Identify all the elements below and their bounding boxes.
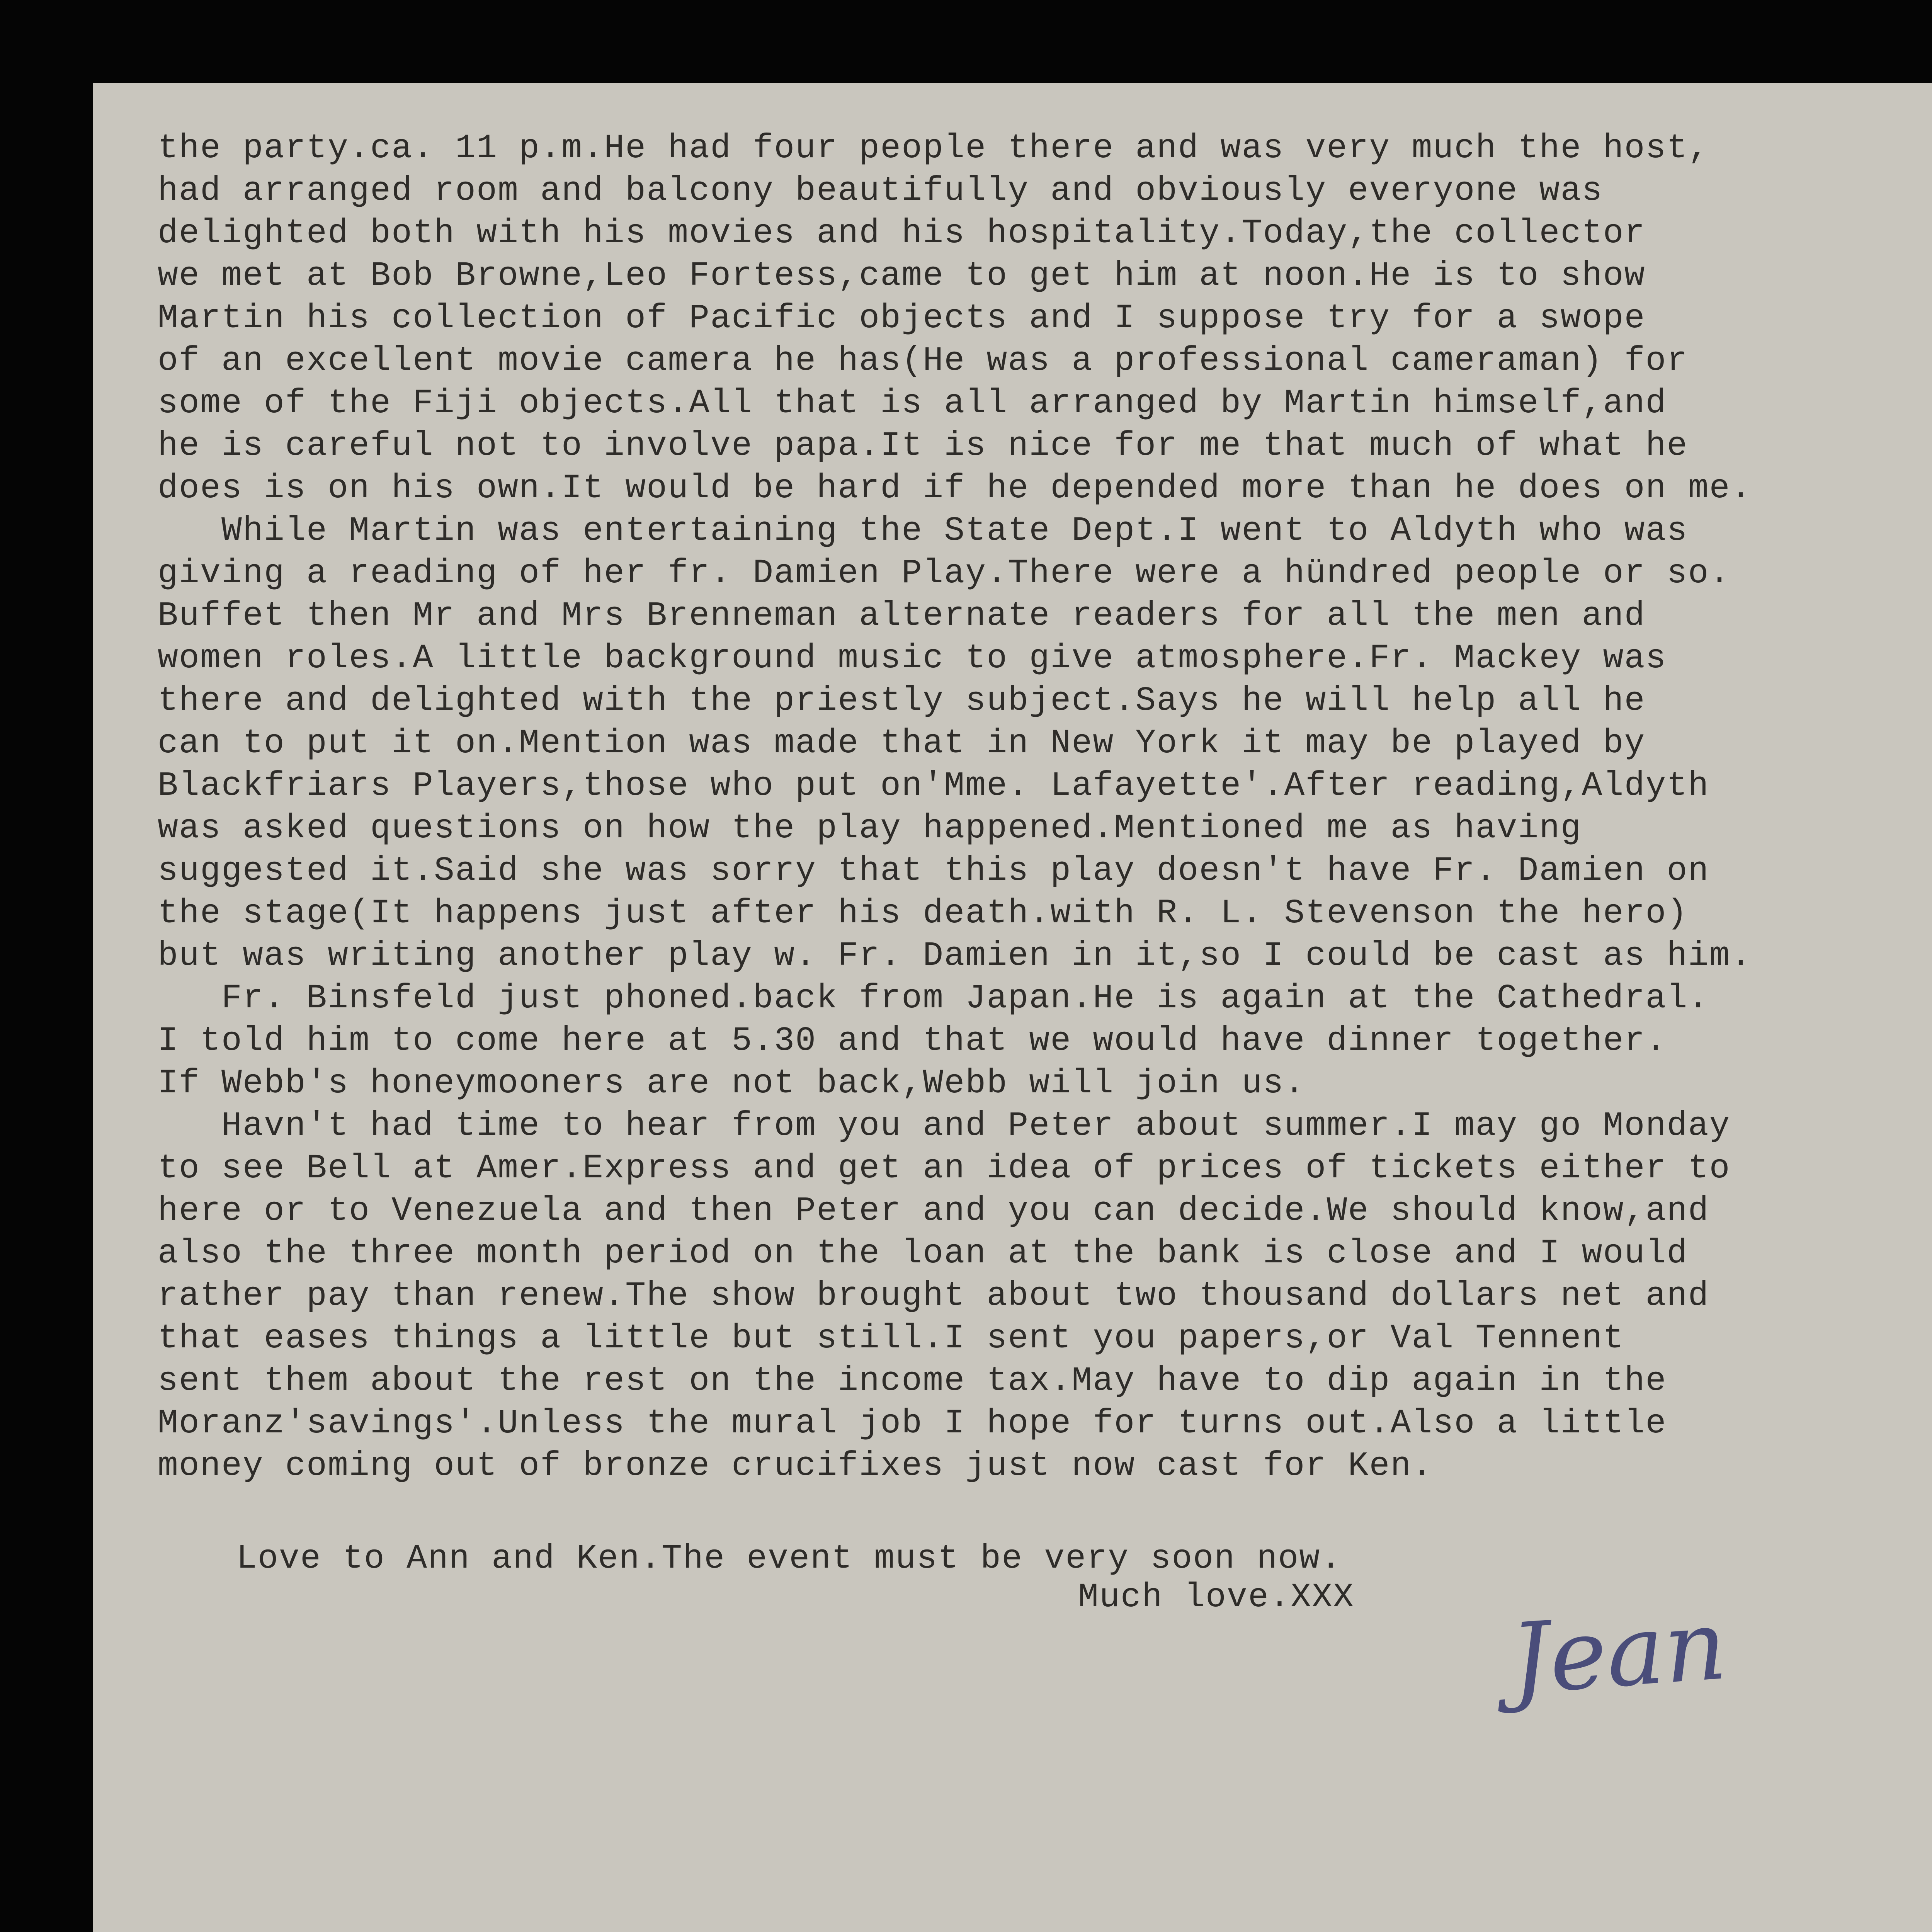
letter-line: I told him to come here at 5.30 and that we would have dinner together.: [158, 1022, 1667, 1060]
closing-line: Love to Ann and Ken.The event must be very soon now.: [236, 1540, 1342, 1578]
letter-line: the party.ca. 11 p.m.He had four people there and was very much the host,: [158, 129, 1709, 168]
letter-line: Moranz'savings'.Unless the mural job I hope for turns out.Also a little: [158, 1405, 1667, 1443]
letter-line: Fr. Binsfeld just phoned.back from Japan.He is again at the Cathedral.: [158, 980, 1709, 1018]
letter-line: giving a reading of her fr. Damien Play.There were a hündred people or so.: [158, 554, 1731, 593]
letter-line: of an excellent movie camera he has(He was a professional cameraman) for: [158, 342, 1688, 380]
letter-line: can to put it on.Mention was made that in New York it may be played by: [158, 724, 1646, 763]
letter-line: While Martin was entertaining the State Dept.I went to Aldyth who was: [158, 512, 1688, 550]
sign-off: Much love.XXX: [1078, 1578, 1355, 1617]
letter-line: sent them about the rest on the income tax.May have to dip again in the: [158, 1362, 1667, 1400]
letter-line: was asked questions on how the play happened.Mentioned me as having: [158, 810, 1582, 848]
letter-line: also the three month period on the loan at the bank is close and I would: [158, 1235, 1688, 1273]
handwritten-signature: Jean: [1507, 1588, 1730, 1716]
letter-line: delighted both with his movies and his hospitality.Today,the collector: [158, 214, 1646, 253]
letter-line: Havn't had time to hear from you and Peter about summer.I may go Monday: [158, 1107, 1731, 1145]
letter-line: there and delighted with the priestly subject.Says he will help all he: [158, 682, 1646, 720]
letter-line: some of the Fiji objects.All that is all arranged by Martin himself,and: [158, 384, 1667, 423]
letter-line: Buffet then Mr and Mrs Brenneman alternate readers for all the men and: [158, 597, 1646, 635]
letter-line: but was writing another play w. Fr. Damien in it,so I could be cast as him.: [158, 937, 1752, 975]
letter-line: that eases things a little but still.I sent you papers,or Val Tennent: [158, 1320, 1624, 1358]
letter-line: here or to Venezuela and then Peter and you can decide.We should know,and: [158, 1192, 1709, 1230]
letter-line: Blackfriars Players,those who put on'Mme. Lafayette'.After reading,Aldyth: [158, 767, 1709, 805]
letter-line: rather pay than renew.The show brought about two thousand dollars net and: [158, 1277, 1709, 1315]
typed-letter-body: [158, 128, 1932, 1488]
letter-line: he is careful not to involve papa.It is nice for me that much of what he: [158, 427, 1688, 465]
letter-line: does is on his own.It would be hard if he depended more than he does on me.: [158, 469, 1752, 508]
letter-line: suggested it.Said she was sorry that this play doesn't have Fr. Damien on: [158, 852, 1709, 890]
letter-line: to see Bell at Amer.Express and get an idea of prices of tickets either to: [158, 1150, 1731, 1188]
letter-line: we met at Bob Browne,Leo Fortess,came to get him at noon.He is to show: [158, 257, 1646, 295]
letter-line: the stage(It happens just after his death.with R. L. Stevenson the hero): [158, 895, 1688, 933]
letter-line: money coming out of bronze crucifixes just now cast for Ken.: [158, 1447, 1433, 1485]
letter-line: Martin his collection of Pacific objects and I suppose try for a swope: [158, 299, 1646, 338]
letter-line: If Webb's honeymooners are not back,Webb will join us.: [158, 1065, 1306, 1103]
letter-line: had arranged room and balcony beautifully and obviously everyone was: [158, 172, 1603, 210]
letter-line: women roles.A little background music to give atmosphere.Fr. Mackey was: [158, 639, 1667, 678]
handwritten-note: [456, 1889, 1678, 1932]
